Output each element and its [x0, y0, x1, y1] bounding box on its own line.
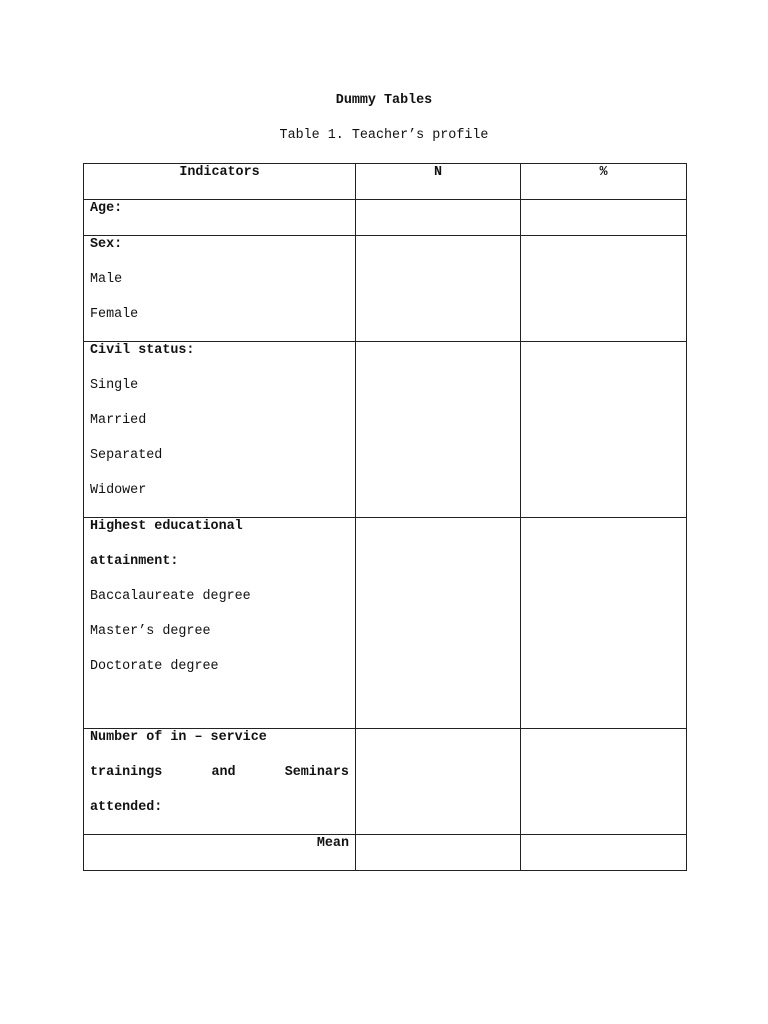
civil-status-option: Married — [90, 413, 147, 428]
header-percent: % — [521, 164, 687, 200]
age-label: Age: — [90, 201, 123, 216]
trainings-label-line3: attended: — [90, 800, 163, 815]
percent-cell — [521, 518, 687, 729]
header-indicators: Indicators — [84, 164, 356, 200]
education-option: Master’s degree — [90, 624, 211, 639]
percent-cell — [521, 342, 687, 518]
sex-option: Male — [90, 272, 123, 287]
indicator-cell — [84, 200, 356, 236]
table-header-row — [84, 164, 687, 200]
indicator-cell — [84, 342, 356, 518]
trainings-label-line2 — [90, 764, 349, 799]
percent-cell — [521, 236, 687, 342]
trainings-word: and — [211, 765, 236, 780]
education-option: Baccalaureate degree — [90, 589, 251, 604]
education-label-line2: attainment: — [90, 554, 179, 569]
n-cell — [356, 200, 521, 236]
sex-option: Female — [90, 307, 139, 322]
civil-status-option: Separated — [90, 448, 163, 463]
table-row-mean — [84, 835, 687, 871]
document-title: Dummy Tables — [335, 93, 433, 108]
n-cell — [356, 518, 521, 729]
percent-cell — [521, 729, 687, 835]
percent-cell — [521, 835, 687, 871]
percent-cell — [521, 200, 687, 236]
table-row-sex — [84, 236, 687, 342]
table-row-trainings — [84, 729, 687, 835]
indicator-cell — [84, 518, 356, 729]
indicator-cell — [84, 835, 356, 871]
n-cell — [356, 835, 521, 871]
civil-status-option: Single — [90, 378, 139, 393]
education-option: Doctorate degree — [90, 659, 219, 674]
indicator-cell — [84, 236, 356, 342]
blank-line — [90, 693, 349, 728]
trainings-word: Seminars — [284, 765, 349, 780]
table-row-education — [84, 518, 687, 729]
civil-status-option: Widower — [90, 483, 147, 498]
indicator-cell — [84, 729, 356, 835]
civil-status-label: Civil status: — [90, 343, 195, 358]
table-caption: Table 1. Teacher’s profile — [279, 128, 489, 143]
table-row-civil-status — [84, 342, 687, 518]
header-n: N — [356, 164, 521, 200]
trainings-word: trainings — [90, 765, 163, 780]
n-cell — [356, 236, 521, 342]
teacher-profile-table — [83, 163, 687, 871]
sex-label: Sex: — [90, 237, 123, 252]
mean-label: Mean — [316, 836, 349, 851]
trainings-label-line1: Number of in – service — [90, 730, 267, 745]
n-cell — [356, 729, 521, 835]
n-cell — [356, 342, 521, 518]
education-label-line1: Highest educational — [90, 519, 243, 534]
table-row-age — [84, 200, 687, 236]
